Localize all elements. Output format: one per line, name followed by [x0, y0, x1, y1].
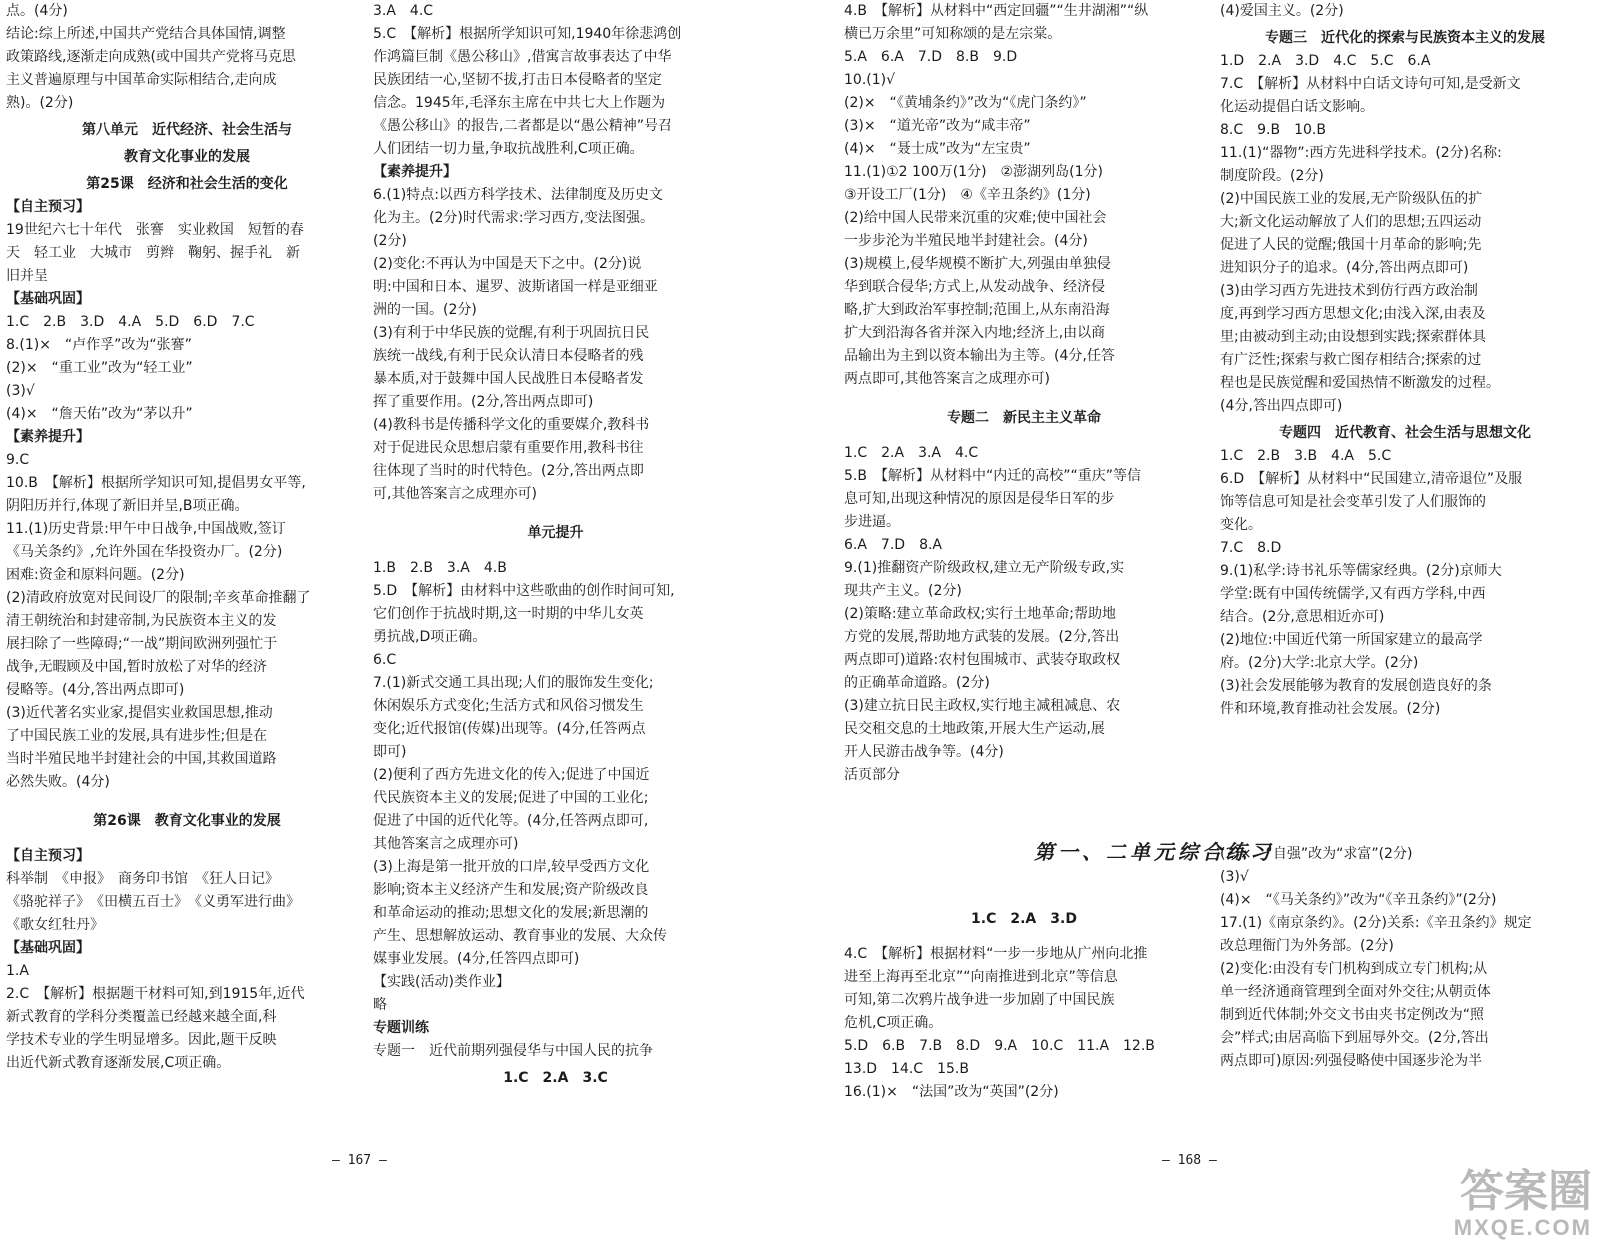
text-line: 化为主。(2分)时代需求:学习西方,变法图强。	[373, 210, 654, 226]
text-line: 进至上海再至北京”“向南推进到北京”等信息	[844, 969, 1118, 985]
text-line: 侵略等。(4分,答出两点即可)	[6, 682, 185, 698]
unit-heading: 第八单元 近代经济、社会生活与	[82, 122, 292, 138]
text-line: 展扫除了一些障碍;“一战”期间欧洲列强忙于	[6, 636, 278, 652]
text-line: 件和环境,教育推动社会发展。(2分)	[1220, 701, 1441, 717]
topic-heading: 专题三 近代化的探索与民族资本主义的发展	[1265, 30, 1545, 46]
text-line: 7.C 【解析】从材料中白话文诗句可知,是受新文	[1220, 76, 1521, 92]
text-line: (2)× “自强”改为“求富”(2分)	[1220, 846, 1413, 862]
text-line: 其他答案言之成理亦可)	[373, 836, 519, 852]
section-label: 【自主预习】	[6, 199, 90, 215]
text-line: 华到联合侵华;方式上,从发动战争、经济侵	[844, 279, 1106, 295]
text-line: 休闲娱乐方式变化;生活方式和风俗习惯发生	[373, 698, 644, 714]
text-line: 现共产主义。(2分)	[844, 583, 962, 599]
text-line: (2)给中国人民带来沉重的灾难;使中国社会	[844, 210, 1107, 226]
lesson-heading: 第25课 经济和社会生活的变化	[86, 176, 288, 192]
text-line: 政策路线,逐渐走向成熟(或中国共产党将马克思	[6, 49, 296, 65]
column-1	[6, 0, 368, 1180]
text-line: (2分)	[373, 233, 407, 249]
text-line: 7.C 8.D	[1220, 540, 1282, 556]
text-line: (3)建立抗日民主政权,实行地主减租减息、农	[844, 698, 1121, 714]
text-line: 《歌女红牡丹》	[6, 917, 104, 933]
text-line: 必然失败。(4分)	[6, 774, 110, 790]
text-line: 民交租交息的土地政策,开展大生产运动,展	[844, 721, 1105, 737]
text-line: 6.A 7.D 8.A	[844, 537, 943, 553]
text-line: 扩大到沿海各省并深入内地;经济上,由以商	[844, 325, 1106, 341]
text-line: 暴本质,对于鼓舞中国人民战胜日本侵略者发	[373, 371, 644, 387]
text-line: 16.(1)× “法国”改为“英国”(2分)	[844, 1084, 1059, 1100]
text-line: 学堂:既有中国传统儒学,又有西方学科,中西	[1220, 586, 1486, 602]
text-line: (2)× “《黄埔条约》”改为“《虎门条约》”	[844, 95, 1087, 111]
text-line: 它们创作于抗战时期,这一时期的中华儿女英	[373, 606, 644, 622]
text-line: 1.D 2.A 3.D 4.C 5.C 6.A	[1220, 53, 1431, 69]
text-line: 府。(2分)大学:北京大学。(2分)	[1220, 655, 1419, 671]
text-line: 影响;资本主义经济产生和发展;资产阶级改良	[373, 882, 649, 898]
watermark-text: 答案圈	[1460, 1167, 1592, 1216]
text-line: (2)变化:由没有专门机构到成立专门机构;从	[1220, 961, 1488, 977]
text-line: 点。(4分)	[6, 3, 68, 19]
section-heading: 1.C 2.A 3.C	[503, 1070, 608, 1086]
text-line: (2)× “重工业”改为“轻工业”	[6, 360, 193, 376]
text-line: 结论:综上所述,中国共产党结合具体国情,调整	[6, 26, 286, 42]
text-line: 方党的发展,帮助地方武装的发展。(2分,答出	[844, 629, 1120, 645]
text-line: 天 轻工业 大城市 剪辫 鞠躬、握手礼 新	[6, 245, 300, 261]
text-line: (4)× “聂士成”改为“左宝贵”	[844, 141, 1031, 157]
text-line: (2)策略:建立革命政权;实行土地革命;帮助地	[844, 606, 1116, 622]
text-line: 6.(1)特点:以西方科学技术、法律制度及历史文	[373, 187, 663, 203]
text-line: (3)√	[1220, 869, 1249, 885]
text-line: (3)× “道光帝”改为“咸丰帝”	[844, 118, 1031, 134]
watermark-logo	[1454, 1169, 1592, 1241]
text-line: 作鸿篇巨制《愚公移山》,借寓言故事表达了中华	[373, 49, 672, 65]
page-number: – 167 –	[332, 1153, 387, 1168]
text-line: 4.C 【解析】根据材料“一步一步地从广州向北推	[844, 946, 1148, 962]
text-line: 战争,无暇顾及中国,暂时放松了对华的经济	[6, 659, 267, 675]
text-line: 度,再到学习西方思想文化;由浅入深,由表及	[1220, 306, 1486, 322]
text-line: (3)规模上,侵华规模不断扩大,列强由单独侵	[844, 256, 1111, 272]
text-line: 阴阳历并行,体现了新旧并呈,B项正确。	[6, 498, 249, 514]
text-line: 困难:资金和原料问题。(2分)	[6, 567, 185, 583]
page-168	[800, 0, 1600, 1247]
text-line: 5.D 6.B 7.B 8.D 9.A 10.C 11.A 12.B	[844, 1038, 1155, 1054]
text-line: 产生、思想解放运动、教育事业的发展、大众传	[373, 928, 667, 944]
text-line: 熟)。(2分)	[6, 95, 74, 111]
watermark-url: MXQE.COM	[1453, 1215, 1592, 1240]
text-line: (3)由学习西方先进技术到仿行西方政治制	[1220, 283, 1478, 299]
loose-leaf-title: 第一、二单元综合练习	[1034, 840, 1274, 864]
text-line: 9.C	[6, 452, 30, 468]
text-line: 制到近代体制;外交文书由夹书定例改为“照	[1220, 1007, 1484, 1023]
text-line: 洲的一国。(2分)	[373, 302, 477, 318]
text-line: 对于促进民众思想启蒙有重要作用,教科书往	[373, 440, 644, 456]
text-line: 1.C 2.B 3.B 4.A 5.C	[1220, 448, 1392, 464]
text-line: (4)教科书是传播科学文化的重要媒介,教科书	[373, 417, 650, 433]
text-line: 代民族资本主义的发展;促进了中国的工业化;	[373, 790, 649, 806]
text-line: (2)地位:中国近代第一所国家建立的最高学	[1220, 632, 1483, 648]
text-line: 7.(1)新式交通工具出现;人们的服饰发生变化;	[373, 675, 654, 691]
text-line: (3)近代著名实业家,提倡实业救国思想,推动	[6, 705, 273, 721]
section-label: 【自主预习】	[6, 848, 90, 864]
text-line: 专题一 近代前期列强侵华与中国人民的抗争	[373, 1043, 653, 1059]
topic-heading	[373, 1090, 738, 1094]
text-line: (4)爱国主义。(2分)	[1220, 3, 1344, 19]
text-line: 5.B 【解析】从材料中“内迁的高校”“重庆”等信	[844, 468, 1141, 484]
text-line: 单一经济通商管理到全面对外交往;从朝贡体	[1220, 984, 1491, 1000]
text-line: (2)便利了西方先进文化的传入;促进了中国近	[373, 767, 650, 783]
text-line: 9.(1)推翻资产阶级政权,建立无产阶级专政,实	[844, 560, 1125, 576]
text-line: 1.C 2.B 3.D 4.A 5.D 6.D 7.C	[6, 314, 255, 330]
text-line: 化运动提倡白话文影响。	[1220, 99, 1374, 115]
text-line: 促进了中国的近代化等。(4分,任答两点即可,	[373, 813, 649, 829]
text-line: 11.(1)历史背景:甲午中日战争,中国战败,签订	[6, 521, 286, 537]
text-line: 大;新文化运动解放了人们的思想;五四运动	[1220, 214, 1482, 230]
text-line: 3.A 4.C	[373, 3, 434, 19]
section-heading: 单元提升	[527, 525, 584, 541]
text-line: (2)中国民族工业的发展,无产阶级队伍的扩	[1220, 191, 1483, 207]
text-line: 变化;近代报馆(传媒)出现等。(4分,任答两点	[373, 721, 646, 737]
topic-heading: 专题四 近代教育、社会生活与思想文化	[1279, 425, 1531, 441]
text-line: 程也是民族觉醒和爱国热情不断激发的过程。	[1220, 375, 1500, 391]
text-line: 两点即可)道路:农村包围城市、武装夺取政权	[844, 652, 1121, 668]
text-line: 危机,C项正确。	[844, 1015, 943, 1031]
text-line: 明:中国和日本、暹罗、波斯诸国一样是亚细亚	[373, 279, 658, 295]
text-line: 出近代新式教育逐渐发展,C项正确。	[6, 1055, 231, 1071]
text-line: 13.D 14.C 15.B	[844, 1061, 969, 1077]
text-line: 一步步沦为半殖民地半封建社会。(4分)	[844, 233, 1088, 249]
text-line: 6.D 【解析】从材料中“民国建立,清帝退位”及服	[1220, 471, 1523, 487]
text-line: 当时半殖民地半封建社会的中国,其救国道路	[6, 751, 277, 767]
text-line: 10.B 【解析】根据所学知识可知,提倡男女平等,	[6, 475, 306, 491]
text-line: (3)有利于中华民族的觉醒,有利于巩固抗日民	[373, 325, 650, 341]
text-line: 和革命运动的推动;思想文化的发展;新思潮的	[373, 905, 649, 921]
text-line: 结合。(2分,意思相近亦可)	[1220, 609, 1385, 625]
text-line: 即可)	[373, 744, 407, 760]
text-line: 1.B 2.B 3.A 4.B	[373, 560, 507, 576]
text-line: 品输出为主到以资本输出为主等。(4分,任答	[844, 348, 1115, 364]
text-line: 4.B 【解析】从材料中“西定回疆”“生井湖湘”“纵	[844, 3, 1149, 19]
text-line: 人们团结一切力量,争取抗战胜利,C项正确。	[373, 141, 644, 157]
text-line: 的正确革命道路。(2分)	[844, 675, 990, 691]
text-line: 勇抗战,D项正确。	[373, 629, 487, 645]
text-line: 饰等信息可知是社会变革引发了人们服饰的	[1220, 494, 1486, 510]
section-label: 【基础巩固】	[6, 940, 90, 956]
text-line: 1.A	[6, 963, 29, 979]
text-line: 略,扩大到政治军事控制;范围上,从东南沿海	[844, 302, 1110, 318]
text-line: 【实践(活动)类作业】	[373, 974, 510, 990]
text-line: 《骆驼祥子》 《田横五百士》 《义勇军进行曲》	[6, 894, 300, 910]
text-line: (3)上海是第一批开放的口岸,较早受西方文化	[373, 859, 650, 875]
text-line: 略	[373, 997, 387, 1013]
text-line: 1.C 2.A 3.A 4.C	[844, 445, 979, 461]
text-line: 往体现了当时的时代特色。(2分,答出两点即	[373, 463, 644, 479]
column-2	[373, 0, 738, 1180]
text-line: 挥了重要作用。(2分,答出两点即可)	[373, 394, 594, 410]
text-line: 8.(1)× “卢作孚”改为“张謇”	[6, 337, 192, 353]
section-label: 【素养提升】	[6, 429, 90, 445]
text-line: 信念。1945年,毛泽东主席在中共七大上作题为	[373, 95, 666, 111]
text-line: 《马关条约》,允许外国在华投资办厂。(2分)	[6, 544, 283, 560]
text-line: 6.C	[373, 652, 397, 668]
text-line: 主义普遍原理与中国革命实际相结合,走向成	[6, 72, 277, 88]
text-line: 族统一战线,有利于民众认清日本侵略者的残	[373, 348, 644, 364]
text-line: (4)× “《马关条约》”改为“《辛丑条约》”(2分)	[1220, 892, 1497, 908]
text-line: 了中国民族工业的发展,具有进步性;但是在	[6, 728, 268, 744]
text-line: 横已万余里”可知称颂的是左宗棠。	[844, 26, 1062, 42]
text-line: 两点即可,其他答案言之成理亦可)	[844, 371, 1050, 387]
text-line: (3)√	[6, 383, 35, 399]
text-line: 改总理衙门为外务部。(2分)	[1220, 938, 1394, 954]
text-line: (2)变化:不再认为中国是天下之中。(2分)说	[373, 256, 642, 272]
text-line: 《愚公移山》的报告,二者都是以“愚公精神”号召	[373, 118, 672, 134]
text-line: 清王朝统治和封建帝制,为民族资本主义的发	[6, 613, 277, 629]
section-label: 【素养提升】	[373, 164, 457, 180]
text-line: 5.D 【解析】由材料中这些歌曲的创作时间可知,	[373, 583, 675, 599]
text-line: (4分,答出四点即可)	[1220, 398, 1343, 414]
text-line: 可知,第二次鸦片战争进一步加剧了中国民族	[844, 992, 1115, 1008]
text-line: 里;由被动到主动;由设想到实践;探索群体具	[1220, 329, 1487, 345]
text-line: 变化。	[1220, 517, 1262, 533]
text-line: 11.(1)①2 100万(1分) ②澎湖列岛(1分)	[844, 164, 1103, 180]
unit-heading: 教育文化事业的发展	[124, 149, 250, 165]
text-line: 两点即可)原因:列强侵略使中国逐步沦为半	[1220, 1053, 1483, 1069]
text-line: 11.(1)“器物”:西方先进科学技术。(2分)名称:	[1220, 145, 1502, 161]
section-label: 【基础巩固】	[6, 291, 90, 307]
text-line: (4)× “詹天佑”改为“茅以升”	[6, 406, 193, 422]
page-number: – 168 –	[1162, 1153, 1217, 1168]
text-line: 有广泛性;探索与救亡图存相结合;探索的过	[1220, 352, 1482, 368]
text-line: 步进逼。	[844, 514, 900, 530]
text-line: 19世纪六七十年代 张謇 实业救国 短暂的春	[6, 222, 304, 238]
text-line: 新式教育的学科分类覆盖已经越来越全面,科	[6, 1009, 277, 1025]
text-line: (2)清政府放宽对民间设厂的限制;辛亥革命推翻了	[6, 590, 311, 606]
topic-heading: 专题二 新民主主义革命	[947, 410, 1101, 426]
text-line: 旧并呈	[6, 268, 48, 284]
text-line: 民族团结一心,坚韧不拔,打击日本侵略者的坚定	[373, 72, 662, 88]
text-line: 制度阶段。(2分)	[1220, 168, 1324, 184]
text-line: 进知识分子的追求。(4分,答出两点即可)	[1220, 260, 1469, 276]
text-line: 5.C 【解析】根据所学知识可知,1940年徐悲鸿创	[373, 26, 682, 42]
column-4	[1220, 0, 1590, 1180]
section-label: 专题训练	[373, 1020, 429, 1036]
text-line: (3)社会发展能够为教育的发展创造良好的条	[1220, 678, 1492, 694]
text-line: 活页部分	[844, 767, 900, 783]
text-line: 科举制 《申报》 商务印书馆 《狂人日记》	[6, 871, 279, 887]
text-line: 学技术专业的学生明显增多。因此,题干反映	[6, 1032, 277, 1048]
text-line: 可,其他答案言之成理亦可)	[373, 486, 537, 502]
lesson-heading: 第26课 教育文化事业的发展	[93, 813, 281, 829]
text-line: 2.C 【解析】根据题干材料可知,到1915年,近代	[6, 986, 305, 1002]
text-line: 5.A 6.A 7.D 8.B 9.D	[844, 49, 1018, 65]
text-line: 会”样式;由居高临下到屈辱外交。(2分,答出	[1220, 1030, 1489, 1046]
text-line: 9.(1)私学:诗书礼乐等儒家经典。(2分)京师大	[1220, 563, 1502, 579]
exercise-heading: 1.C 2.A 3.D	[971, 911, 1077, 927]
text-line: 10.(1)√	[844, 72, 896, 88]
text-line: 息可知,出现这种情况的原因是侵华日军的步	[844, 491, 1115, 507]
text-line: 17.(1)《南京条约》。(2分)关系:《辛丑条约》规定	[1220, 915, 1532, 931]
text-line: 促进了人民的觉醒;俄国十月革命的影响;先	[1220, 237, 1482, 253]
text-line: 媒事业发展。(4分,任答四点即可)	[373, 951, 580, 967]
text-line: 8.C 9.B 10.B	[1220, 122, 1326, 138]
text-line: ③开设工厂(1分) ④《辛丑条约》(1分)	[844, 187, 1091, 203]
text-line: 开人民游击战争等。(4分)	[844, 744, 1004, 760]
